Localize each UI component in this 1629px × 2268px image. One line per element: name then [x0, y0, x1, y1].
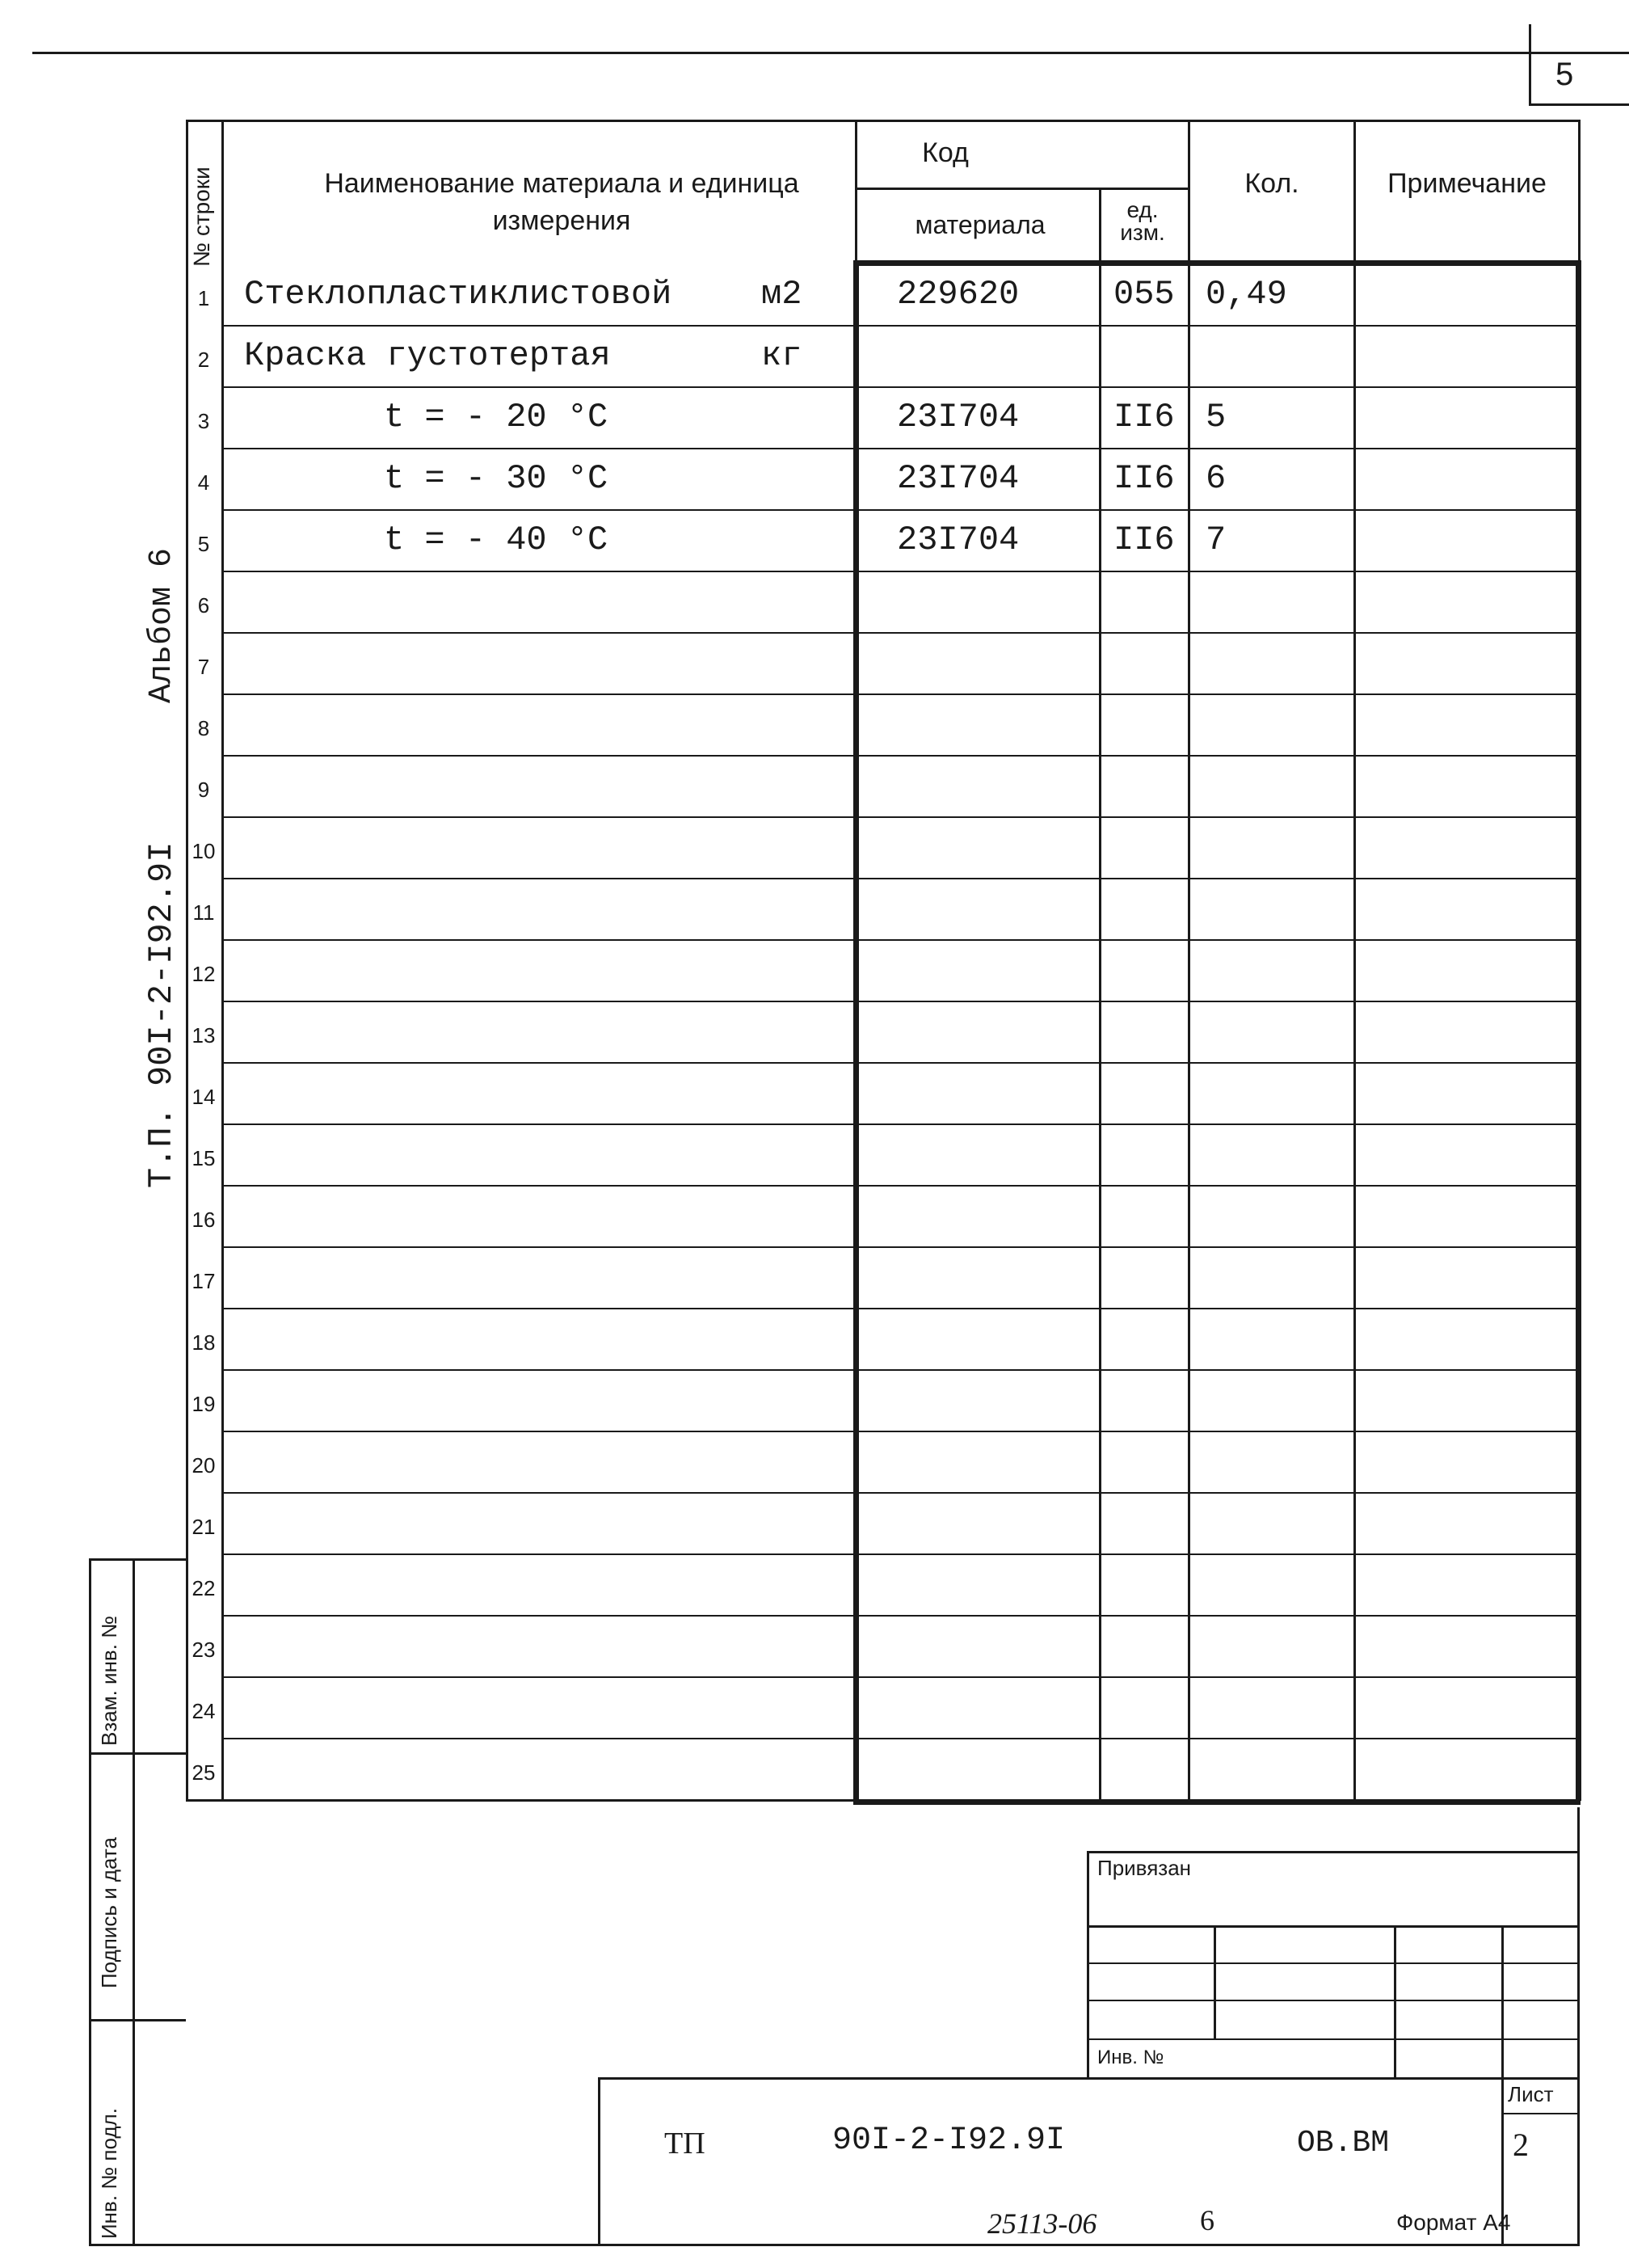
code-header: Код: [922, 137, 969, 168]
bound-label: Привязан: [1097, 1856, 1192, 1880]
material-code: 23I704: [897, 521, 1020, 559]
thick-box-right: [1576, 260, 1581, 1801]
bound-vcol3: [1501, 1925, 1504, 2245]
qty-col-border: [1188, 120, 1190, 1799]
note-header: Примечание: [1387, 168, 1547, 199]
thick-box-bottom: [853, 1799, 1581, 1805]
header-right-border: [1578, 120, 1581, 263]
unit-code-header: ед. изм.: [1120, 197, 1165, 245]
stamp-label-inventory: Инв. № подл.: [97, 2108, 121, 2239]
row-number: 6: [197, 593, 210, 618]
row-number: 12: [192, 962, 216, 986]
album-label: Альбом 6: [144, 547, 180, 703]
row-divider: [221, 1062, 1580, 1064]
material-code: 229620: [897, 275, 1020, 314]
row-divider: [221, 939, 1580, 941]
row-number: 15: [192, 1146, 216, 1170]
quantity: 5: [1206, 398, 1227, 436]
top-rule: [32, 52, 1629, 54]
title-top: [598, 2077, 1580, 2080]
order-number: 25113-06: [987, 2207, 1097, 2240]
section-code: ОВ.ВМ: [1297, 2126, 1390, 2161]
quantity: 6: [1206, 459, 1227, 498]
unit-code: II6: [1113, 521, 1175, 559]
row-divider: [221, 1738, 1580, 1739]
thick-box-left: [853, 260, 859, 1801]
row-number: 2: [197, 348, 210, 372]
material-name: Стеклопластиклистовой: [244, 275, 672, 314]
bound-left: [1087, 1851, 1089, 2077]
row-number-header: № строки: [189, 167, 214, 267]
table-bottom-left: [186, 1799, 857, 1802]
row-divider: [221, 1185, 1580, 1187]
bound-row1: [1087, 1925, 1580, 1928]
unit-code: II6: [1113, 459, 1175, 498]
material-name: Краска густотертая: [244, 336, 611, 375]
row-number: 16: [192, 1208, 216, 1232]
copy-number: 6: [1200, 2204, 1214, 2236]
row-number: 5: [197, 532, 210, 556]
row-number: 22: [192, 1576, 216, 1600]
row-divider: [221, 325, 1580, 327]
bound-top: [1087, 1851, 1580, 1853]
unit-code: 055: [1113, 275, 1175, 314]
stamp-col-div2: [89, 2019, 186, 2021]
page-number: 5: [1555, 57, 1574, 92]
bound-vcol2: [1394, 1925, 1396, 2077]
row-divider: [221, 1553, 1580, 1555]
row-divider: [221, 571, 1580, 572]
row-divider: [221, 816, 1580, 818]
row-divider: [221, 632, 1580, 634]
name-header: Наименование материала и единица измерения: [324, 168, 799, 236]
stamp-col-mid: [133, 1558, 135, 2245]
code-subheader-line: [857, 188, 1188, 190]
row-divider: [221, 1308, 1580, 1309]
stamp-col-div1: [89, 1752, 186, 1755]
unit-col-border: [1099, 188, 1101, 1799]
row-number: 10: [192, 839, 216, 863]
material-code: 23I704: [897, 459, 1020, 498]
sheet-label: Лист: [1508, 2082, 1554, 2106]
row-number: 24: [192, 1699, 216, 1723]
sheet-number: 2: [1513, 2127, 1529, 2163]
row-divider: [221, 1431, 1580, 1432]
row-number: 17: [192, 1269, 216, 1293]
material-name: t = - 40 °C: [384, 521, 608, 559]
row-number: 9: [197, 778, 210, 802]
thick-box-top: [853, 260, 1581, 266]
inventory-label: Инв. №: [1097, 2047, 1164, 2068]
quantity-header: Кол.: [1244, 168, 1299, 199]
row-number: 8: [197, 716, 210, 740]
row-divider: [221, 386, 1580, 388]
row-number: 11: [192, 900, 215, 925]
note-col-border: [1353, 120, 1356, 1799]
title-left: [598, 2077, 600, 2245]
row-divider: [221, 1615, 1580, 1617]
stamp-label-replace: Взам. инв. №: [97, 1615, 121, 1746]
bound-vcol1: [1214, 1925, 1216, 2040]
bottom-rule: [89, 2244, 1580, 2246]
row-divider: [221, 1246, 1580, 1248]
bound-row2: [1087, 1962, 1580, 1964]
bound-row3: [1087, 2000, 1580, 2001]
format-label: Формат А4: [1396, 2210, 1511, 2235]
row-divider: [221, 755, 1580, 757]
sheet-divider: [1501, 2113, 1580, 2114]
row-number: 13: [192, 1023, 216, 1048]
tp-label: ТП: [664, 2127, 705, 2161]
right-border: [1577, 1807, 1580, 2245]
unit-code: II6: [1113, 398, 1175, 436]
row-number: 3: [197, 409, 210, 433]
row-number: 23: [192, 1638, 216, 1662]
page-number-box-bottom: [1529, 103, 1629, 106]
unit-symbol: кг: [761, 336, 802, 375]
page-number-box-left: [1529, 24, 1531, 105]
project-code-label: Т.П. 90I-2-I92.9I: [142, 841, 181, 1188]
designation: 90I-2-I92.9I: [832, 2123, 1066, 2159]
row-number: 21: [192, 1515, 216, 1539]
quantity: 7: [1206, 521, 1227, 559]
quantity: 0,49: [1206, 275, 1287, 314]
row-divider: [221, 693, 1580, 695]
row-divider: [221, 509, 1580, 511]
row-number: 18: [192, 1330, 216, 1355]
row-divider: [221, 1123, 1580, 1125]
row-number: 20: [192, 1453, 216, 1478]
row-number: 25: [192, 1760, 216, 1785]
material-name: t = - 20 °C: [384, 398, 608, 436]
row-number: 7: [197, 655, 210, 679]
bound-row4: [1087, 2038, 1580, 2040]
table-top-border: [186, 120, 1580, 122]
rownum-divider: [221, 120, 224, 1799]
row-divider: [221, 1001, 1580, 1002]
row-divider: [221, 1369, 1580, 1371]
materials-table: [186, 120, 1580, 1807]
row-divider: [221, 878, 1580, 879]
stamp-col-top: [89, 1558, 186, 1561]
unit-symbol: м2: [761, 275, 802, 314]
row-number: 1: [197, 286, 210, 310]
row-divider: [221, 1492, 1580, 1494]
row-number: 19: [192, 1392, 216, 1416]
material-code: 23I704: [897, 398, 1020, 436]
row-number: 4: [197, 470, 210, 495]
row-divider: [221, 448, 1580, 449]
material-name: t = - 30 °C: [384, 459, 608, 498]
row-divider: [221, 1676, 1580, 1678]
material-code-header: материала: [915, 210, 1046, 239]
stamp-col-left: [89, 1558, 91, 2245]
stamp-label-signature: Подпись и дата: [97, 1836, 121, 1988]
row-number: 14: [192, 1085, 216, 1109]
